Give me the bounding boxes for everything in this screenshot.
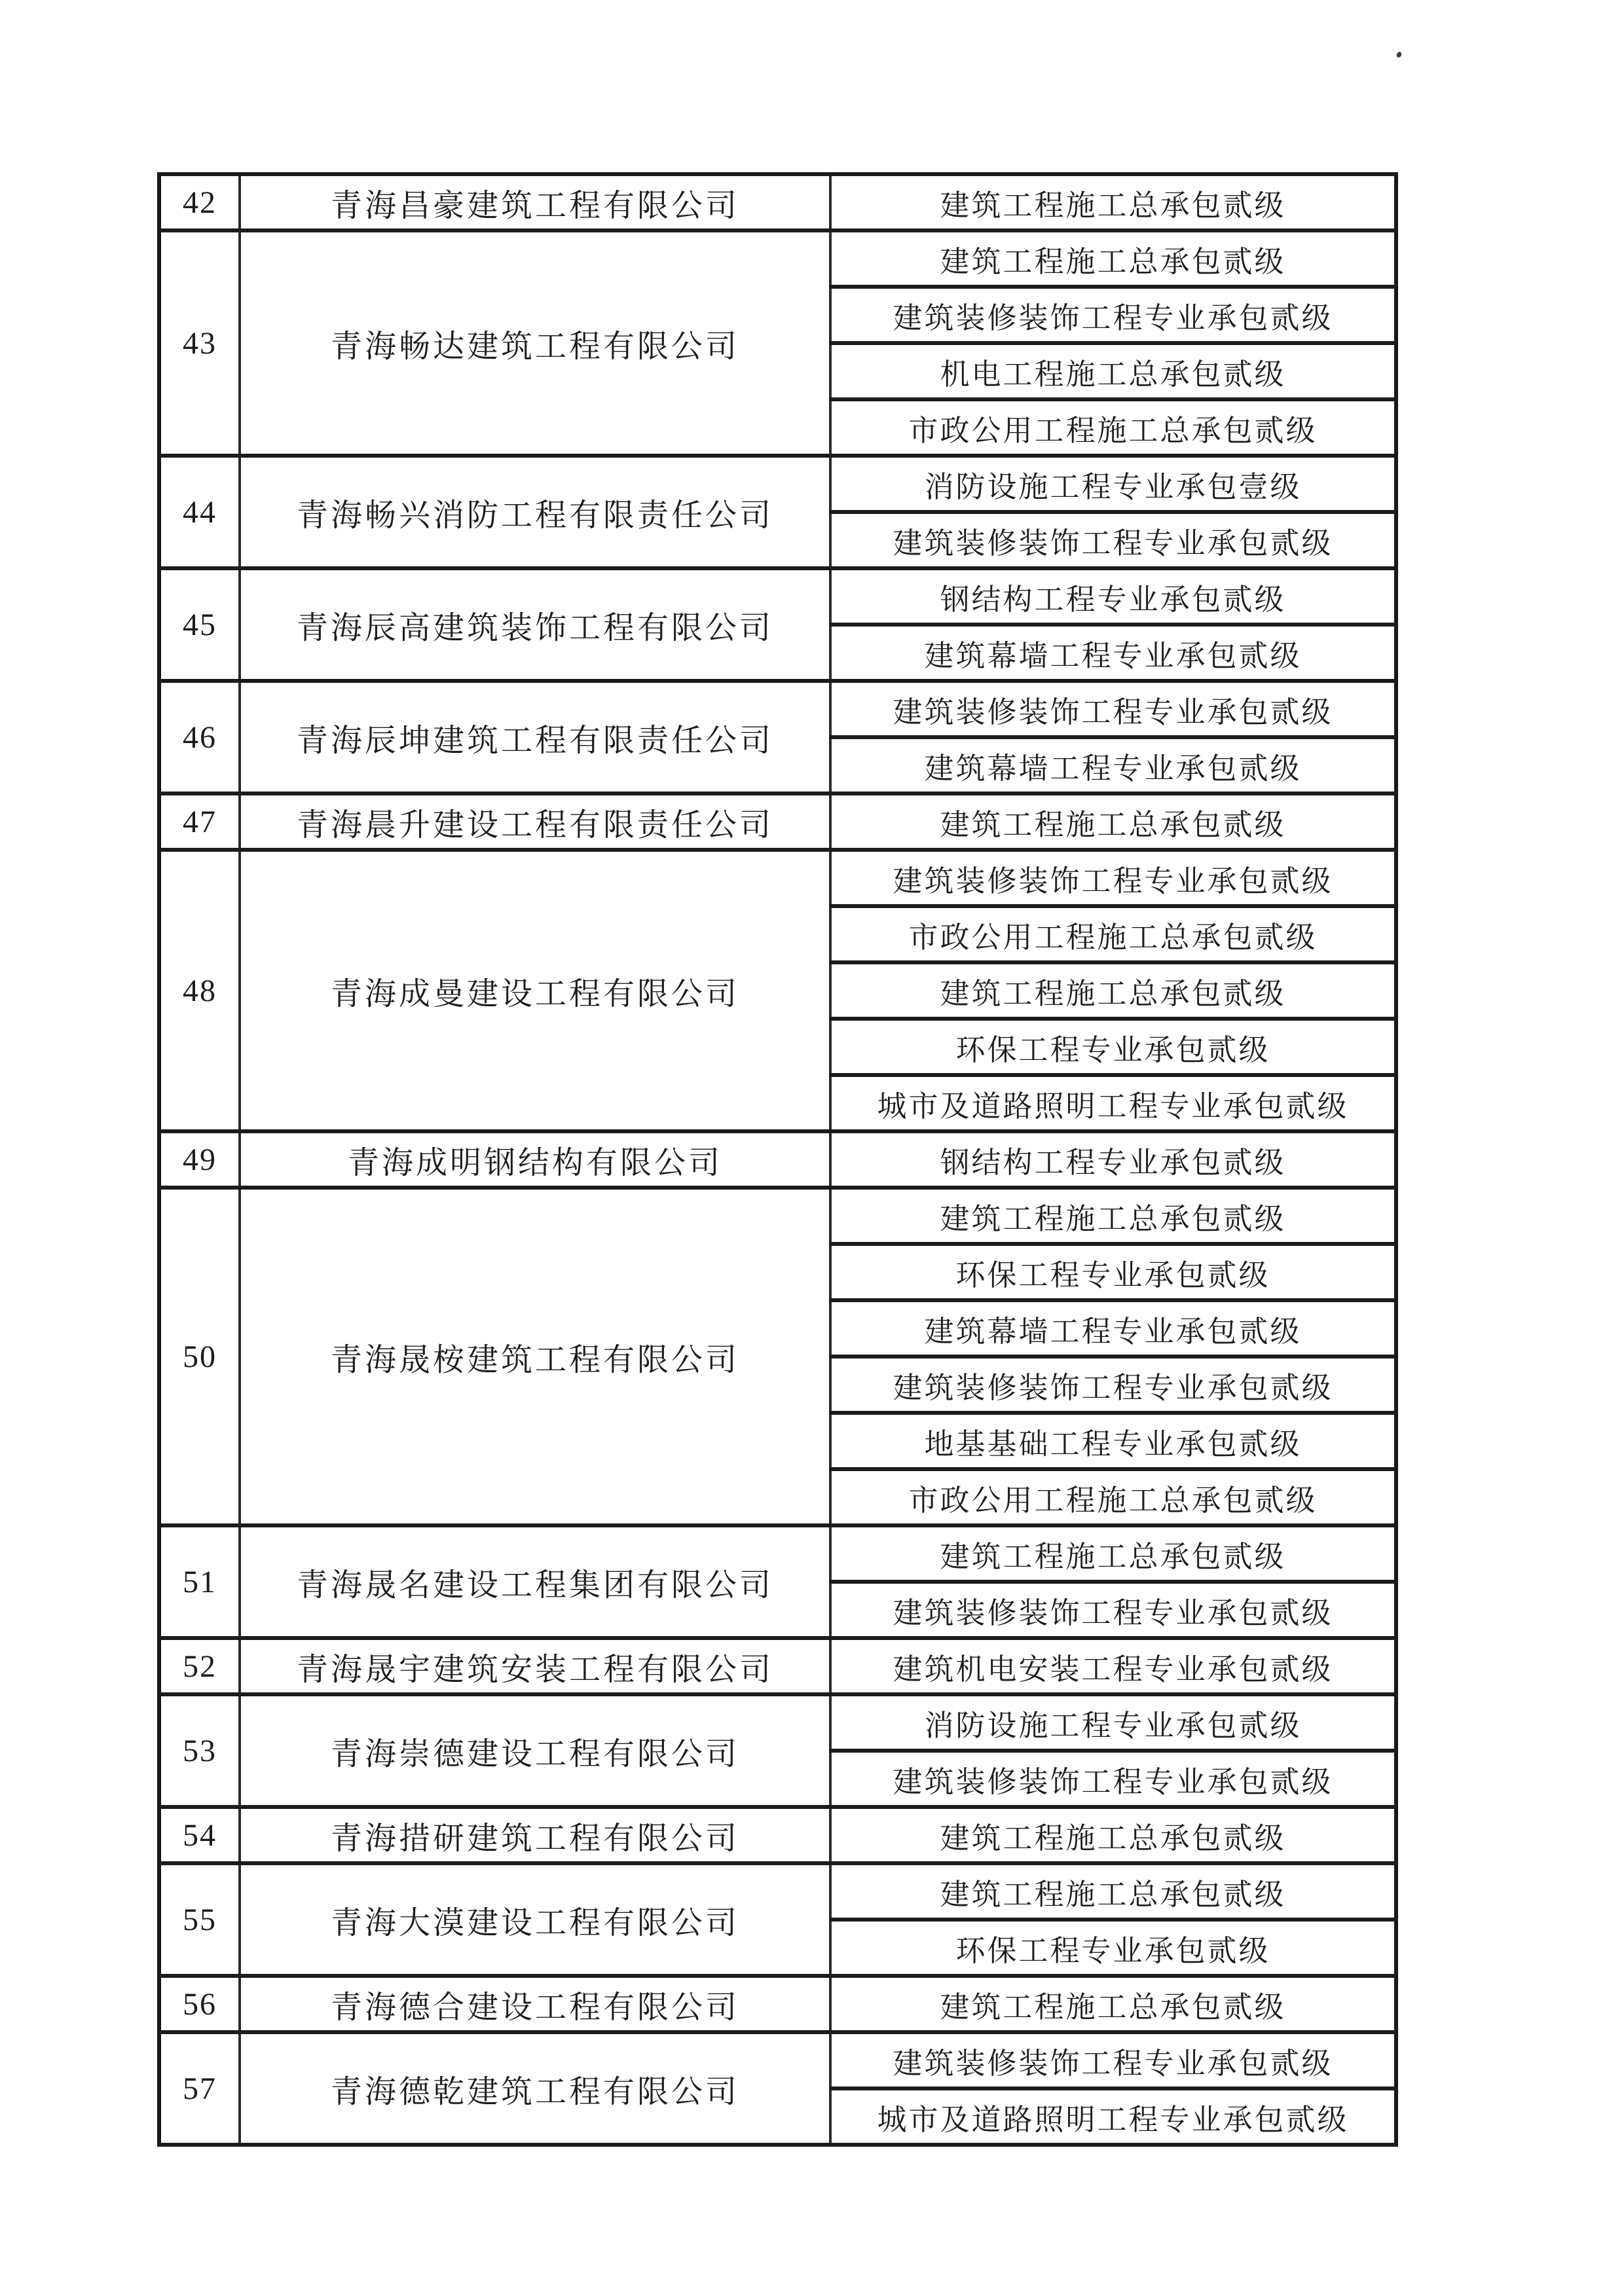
company-name-cell: 青海畅兴消防工程有限责任公司: [240, 456, 830, 568]
table-row: [159, 1807, 1396, 1863]
company-name-cell: 青海措研建筑工程有限公司: [240, 1807, 830, 1863]
qualification-cell: 建筑装修装饰工程专业承包贰级: [830, 1582, 1396, 1638]
company-name-cell: 青海晟名建设工程集团有限公司: [240, 1525, 830, 1638]
table-body: [159, 174, 1396, 2145]
qualification-cell: 建筑幕墙工程专业承包贰级: [830, 1300, 1396, 1357]
company-name-cell: 青海成明钢结构有限公司: [240, 1131, 830, 1188]
table-row: [159, 1863, 1396, 1920]
qualification-cell: 建筑机电安装工程专业承包贰级: [830, 1638, 1396, 1694]
company-name-cell: 青海大漠建设工程有限公司: [240, 1863, 830, 1976]
table-row: [159, 850, 1396, 906]
qualification-cell: 建筑装修装饰工程专业承包贰级: [830, 681, 1396, 737]
company-name-cell: 青海晟桉建筑工程有限公司: [240, 1188, 830, 1525]
table-row: [159, 230, 1396, 287]
company-name-cell: 青海畅达建筑工程有限公司: [240, 230, 830, 456]
qualification-cell: 建筑装修装饰工程专业承包贰级: [830, 287, 1396, 343]
qualification-cell: 建筑装修装饰工程专业承包贰级: [830, 2032, 1396, 2088]
table-row: [159, 2032, 1396, 2088]
row-number-cell: 50: [159, 1188, 240, 1525]
table-row: [159, 793, 1396, 850]
table-row: [159, 681, 1396, 737]
qualification-cell: 环保工程专业承包贰级: [830, 1920, 1396, 1976]
qualification-cell: 建筑工程施工总承包贰级: [830, 230, 1396, 287]
qualification-cell: 消防设施工程专业承包贰级: [830, 1694, 1396, 1751]
table-row: [159, 174, 1396, 230]
company-name-cell: 青海成曼建设工程有限公司: [240, 850, 830, 1131]
qualification-cell: 环保工程专业承包贰级: [830, 1244, 1396, 1300]
qualification-cell: 城市及道路照明工程专业承包贰级: [830, 1075, 1396, 1131]
company-name-cell: 青海辰高建筑装饰工程有限公司: [240, 568, 830, 681]
table-row: [159, 1188, 1396, 1244]
qualification-cell: 机电工程施工总承包贰级: [830, 343, 1396, 399]
qualification-cell: 建筑装修装饰工程专业承包贰级: [830, 1751, 1396, 1807]
company-name-cell: 青海昌豪建筑工程有限公司: [240, 174, 830, 230]
row-number-cell: 51: [159, 1525, 240, 1638]
table-row: [159, 1694, 1396, 1751]
qualification-cell: 建筑装修装饰工程专业承包贰级: [830, 850, 1396, 906]
row-number-cell: 53: [159, 1694, 240, 1807]
row-number-cell: 44: [159, 456, 240, 568]
table-row: [159, 1131, 1396, 1188]
table-row: [159, 1525, 1396, 1582]
qualification-cell: 建筑工程施工总承包贰级: [830, 793, 1396, 850]
row-number-cell: 55: [159, 1863, 240, 1976]
table-row: [159, 1638, 1396, 1694]
qualification-cell: 市政公用工程施工总承包贰级: [830, 1469, 1396, 1525]
qualification-cell: 钢结构工程专业承包贰级: [830, 568, 1396, 625]
company-name-cell: 青海晟宇建筑安装工程有限公司: [240, 1638, 830, 1694]
qualification-cell: 建筑工程施工总承包贰级: [830, 962, 1396, 1019]
qualification-cell: 消防设施工程专业承包壹级: [830, 456, 1396, 512]
qualification-cell: 地基基础工程专业承包贰级: [830, 1413, 1396, 1469]
qualification-cell: 钢结构工程专业承包贰级: [830, 1131, 1396, 1188]
qualification-cell: 城市及道路照明工程专业承包贰级: [830, 2088, 1396, 2145]
company-name-cell: 青海崇德建设工程有限公司: [240, 1694, 830, 1807]
qualification-cell: 建筑装修装饰工程专业承包贰级: [830, 512, 1396, 568]
row-number-cell: 45: [159, 568, 240, 681]
row-number-cell: 43: [159, 230, 240, 456]
company-name-cell: 青海辰坤建筑工程有限责任公司: [240, 681, 830, 793]
row-number-cell: 47: [159, 793, 240, 850]
row-number-cell: 46: [159, 681, 240, 793]
qualification-cell: 建筑工程施工总承包贰级: [830, 1807, 1396, 1863]
qualification-cell: 建筑工程施工总承包贰级: [830, 1188, 1396, 1244]
qualification-cell: 市政公用工程施工总承包贰级: [830, 906, 1396, 962]
qualification-cell: 建筑工程施工总承包贰级: [830, 1525, 1396, 1582]
qualification-cell: 环保工程专业承包贰级: [830, 1019, 1396, 1075]
table-row: [159, 456, 1396, 512]
company-name-cell: 青海德合建设工程有限公司: [240, 1976, 830, 2032]
table-row: [159, 568, 1396, 625]
row-number-cell: 57: [159, 2032, 240, 2145]
qualification-cell: 建筑装修装饰工程专业承包贰级: [830, 1357, 1396, 1413]
scan-speck-artifact: [1395, 51, 1402, 58]
row-number-cell: 49: [159, 1131, 240, 1188]
company-name-cell: 青海德乾建筑工程有限公司: [240, 2032, 830, 2145]
row-number-cell: 42: [159, 174, 240, 230]
row-number-cell: 52: [159, 1638, 240, 1694]
qualification-cell: 建筑工程施工总承包贰级: [830, 1863, 1396, 1920]
company-name-cell: 青海晨升建设工程有限责任公司: [240, 793, 830, 850]
row-number-cell: 56: [159, 1976, 240, 2032]
qualification-cell: 建筑工程施工总承包贰级: [830, 174, 1396, 230]
table-row: [159, 1976, 1396, 2032]
qualification-cell: 建筑幕墙工程专业承包贰级: [830, 625, 1396, 681]
row-number-cell: 48: [159, 850, 240, 1131]
qualification-table: [157, 172, 1398, 2147]
qualification-cell: 建筑工程施工总承包贰级: [830, 1976, 1396, 2032]
qualification-cell: 市政公用工程施工总承包贰级: [830, 399, 1396, 456]
qualification-cell: 建筑幕墙工程专业承包贰级: [830, 737, 1396, 793]
row-number-cell: 54: [159, 1807, 240, 1863]
